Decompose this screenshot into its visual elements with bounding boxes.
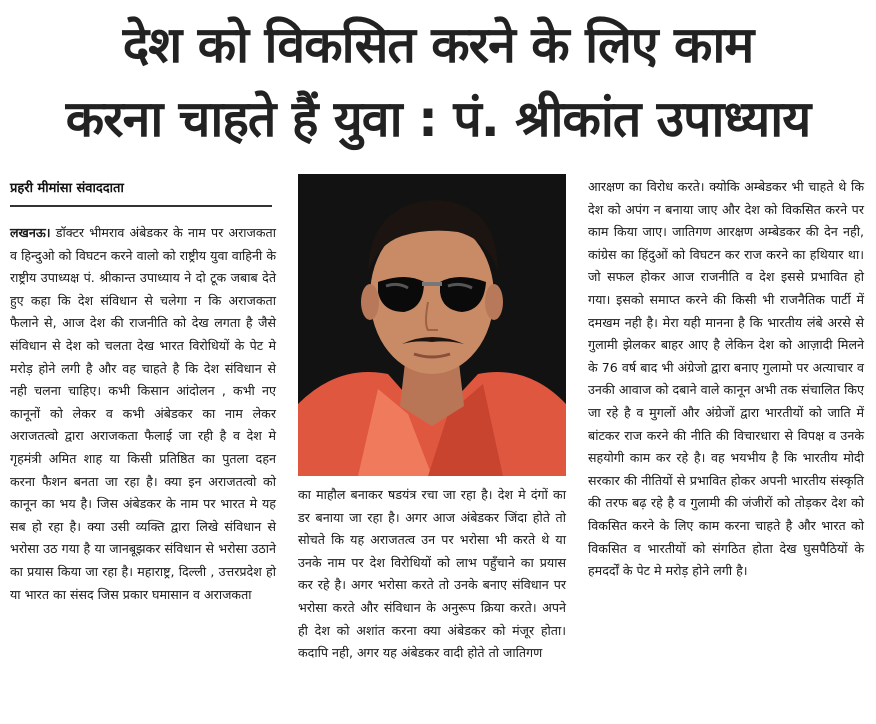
column-2-text: का माहौल बनाकर षडयंत्र रचा जा रहा है। देश मे दंगों का डर बनाया जा रहा है। अगर आज अंबेडकर जिंदा होते तो सोचते कि यह अराजतत्व उन पर भरोसा भी करते थे या उनके नाम पर देश विरोधियों को लाभ पहुँचाने का प्रयास कर रहे है। अगर भरोसा करते तो उनके बनाए संविधान पर भरोसा करते और संविधान के अनुरूप क्रिया करते। अपने ही देश को अशांत करना क्या अंबेडकर को मंजूर होता। कदापि नही, अगर यह अंबेडकर वादी होते तो जातिगण <box>298 487 566 661</box>
column-1-text: डॉक्टर भीमराव अंबेडकर के नाम पर अराजकता व हिन्दुओ को विघटन करने वालो को राष्ट्रीय युवा वाहिनी के राष्ट्रीय उपाध्यक्ष पं. श्रीकान्त उपाध्याय ने दो टूक जबाब देते हुए कहा कि देश संविधान से चलेगा न कि अराजकता फैलाने से, आज देश की राजनीति को देख लगता है जैसे संविधान से देश को चलता देख भारत विरोधियों के पेट मे मरोड़ होने लगी है और वह चाहते है कि देश संविधान से नही चलना चाहिए। कभी किसान आंदोलन , कभी नए कानूनों को लेकर व कभी अंबेडकर का नाम लेकर अराजतत्वो द्वारा अराजकता फैलाई जा रही है व देश मे गृहमंत्री अमित शाह या किसी प्रतिष्ठित का पुतला दहन करना फैशन बनता जा रहा है। क्या इन अराजतत्वो को कानून का भय है। जिस अंबेडकर के नाम पर भारत मे यह सब हो रहा है। क्या उसी व्यक्ति द्वारा लिखे संविधान से भरोसा उठ गया है या जानबूझकर संविधान से भरोसा उठाने का प्रयास किया जा रहा है। महाराष्ट्र, दिल्ली , उत्तरप्रदेश हो या भारत का संसद जिस प्रकार घमासान व अराजकता <box>10 225 276 602</box>
article-column-3 <box>588 176 864 583</box>
article-column-1 <box>10 222 276 606</box>
portrait-photo <box>298 174 566 476</box>
headline-line-2: करना चाहते हैं युवा : पं. श्रीकांत उपाध्याय <box>65 90 811 148</box>
portrait-illustration <box>298 174 566 476</box>
headline <box>0 8 876 156</box>
byline-rule <box>10 205 272 207</box>
byline: प्रहरी मीमांसा संवाददाता <box>10 181 124 196</box>
column-3-text: आरक्षण का विरोध करते। क्योकि अम्बेडकर भी चाहते थे कि देश को अपंग न बनाया जाए और देश को विकसित करने पर काम किया जाए। जातिगण आरक्षण अम्बेडकर की देन नही, कांग्रेस का हिंदुओं को विघटन कर राज करने का हथियार था। जो सफल होकर आज राजनीति व देश इससे प्रभावित हो गया। इसको समाप्त करने की किसी भी राजनैतिक पार्टी में दमखम नही है। मेरा यही मानना है कि भारतीय लंबे अरसे से गुलामी झेलकर बाहर आए है लेकिन देश को आज़ादी मिलने के 76 वर्ष बाद भी अंग्रेजो द्वारा बनाए गुलामो पर अत्याचार व उनकी आवाज को दबाने वाले कानून अभी तक संचालित किए जा रहे है व मुगलों और अंग्रेजों द्वारा भारतीयों को जाति में बांटकर राज करने की नीति की विचारधारा से विपक्ष व उनके सहयोगी काम कर रहे है। वह भयभीय है कि भारतीय मोदी सरकार की नीतियों से प्रभावित होकर अपनी भारतीय संस्कृति की तरफ बढ़ रहे है व गुलामी की जंजीरों को तोड़कर देश को विकसित करने के लिए काम करना चाहते है और भारत को विकसित व भारतीयों को संगठित होता देख घुसपैठियों के हमदर्दों के पेट मे मरोड़ होने लगी है। <box>588 179 864 579</box>
dateline: लखनऊ। <box>10 225 51 240</box>
headline-line-1: देश को विकसित करने के लिए काम <box>122 16 754 74</box>
article-column-2 <box>298 484 566 665</box>
article-paragraph-1 <box>10 222 276 606</box>
